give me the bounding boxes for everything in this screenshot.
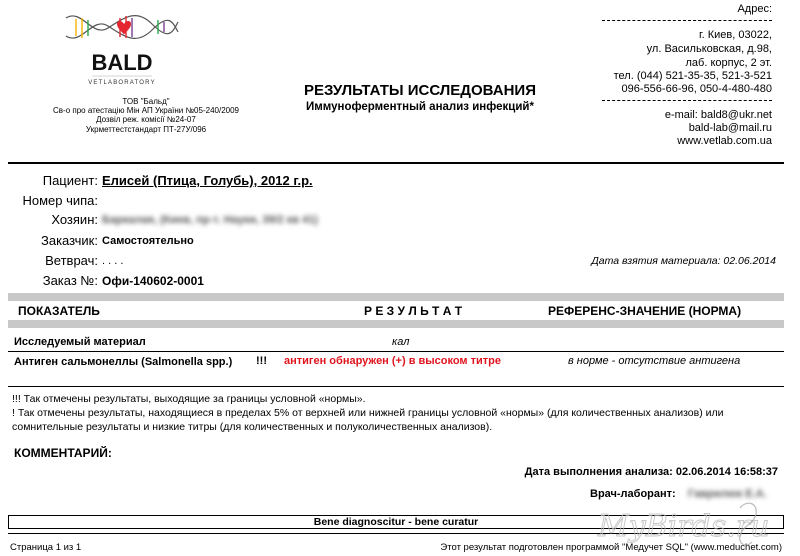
motto-text: Bene diagnoscitur - bene curatur: [313, 516, 479, 528]
table-header-band: [8, 320, 784, 328]
customer-value: Самостоятельно: [102, 235, 194, 247]
contact-website[interactable]: www.vetlab.com.ua: [677, 135, 772, 147]
company-line: ТОВ "Бальд": [122, 97, 170, 106]
address-separator: [602, 100, 772, 101]
owner-value: Баркалая, (Киев, пр-т. Науки, 39/2 кв 41): [102, 214, 318, 226]
watermark-text: MyBirds.ru: [598, 509, 770, 544]
generated-by: Этот результат подготовлен программой "Медучет SQL" (www.meduchet.com): [440, 542, 782, 553]
patient-value: Елисей (Птица, Голубь), 2012 г.р.: [102, 173, 313, 188]
vet-label: Ветврач:: [45, 253, 98, 268]
company-line: Дозвіл реж. комісії №24-07: [96, 115, 196, 124]
row-indicator: Антиген сальмонеллы (Salmonella spp.): [14, 356, 233, 368]
order-value: Офи-140602-0001: [102, 274, 204, 288]
contact-email-alt[interactable]: bald-lab@mail.ru: [688, 122, 772, 134]
logo-subtext: VETLABORATORY: [88, 80, 156, 86]
address-line: ул. Васильковская, д.98,: [646, 43, 772, 55]
address-line: тел. (044) 521-35-35, 521-3-521: [613, 70, 772, 82]
note-critical: !!! Так отмечены результаты, выходящие за границы условной «нормы».: [12, 393, 366, 405]
patient-label: Пациент:: [42, 173, 98, 188]
company-line: Укрметтестстандарт ПТ-27У/096: [85, 125, 207, 134]
note-borderline: ! Так отмечены результаты, находящиеся в пределах 5% от верхней или нижней границы условной «нормы» (для количественных анализов) или сомнительные результаты и низкие титры (для количественных и полуколичественных анализов).: [12, 407, 724, 433]
row-reference: в норме - отсутствие антигена: [568, 355, 741, 367]
report-title: РЕЗУЛЬТАТЫ ИССЛЕДОВАНИЯ: [304, 82, 536, 99]
contact-email[interactable]: e-mail: bald8@ukr.net: [664, 109, 772, 121]
lab-doctor-value: Гаврилюк Е.А.: [688, 488, 767, 500]
row-indicator: Исследуемый материал: [14, 336, 146, 348]
vet-value: . . . .: [102, 255, 124, 267]
completion-date: Дата выполнения анализа: 02.06.2014 16:58:37: [524, 466, 778, 478]
row-flag: !!!: [256, 355, 267, 367]
address-separator: [602, 20, 772, 21]
row-result: кал: [392, 336, 410, 348]
company-line: Св-о про атестацію Мін АП України №05-240/2009: [53, 106, 239, 115]
address-line: 096-556-66-96, 050-4-480-480: [621, 83, 772, 95]
comments-title: КОММЕНТАРИЙ:: [14, 446, 112, 460]
report-subtitle: Иммуноферментный анализ инфекций*: [306, 101, 534, 113]
lab-doctor-label: Врач-лаборант:: [590, 488, 676, 500]
sample-date: Дата взятия материала: 02.06.2014: [591, 255, 776, 267]
row-divider: [8, 386, 784, 387]
address-label: Адрес:: [737, 3, 772, 15]
owner-label: Хозяин:: [51, 212, 98, 227]
watermark-logo: [590, 496, 790, 556]
col-header-indicator: ПОКАЗАТЕЛЬ: [18, 304, 100, 318]
chip-label: Номер чипа:: [22, 193, 98, 208]
order-label: Заказ №:: [42, 273, 98, 288]
table-top-band: [8, 293, 784, 301]
row-result-alert: антиген обнаружен (+) в высоком титре: [284, 355, 502, 367]
header-divider: [8, 162, 784, 164]
address-line: лаб. корпус, 2 эт.: [685, 57, 772, 69]
customer-label: Заказчик:: [40, 233, 98, 248]
address-line: г. Киев, 03022,: [698, 29, 772, 41]
col-header-reference: РЕФЕРЕНС-ЗНАЧЕНИЕ (НОРМА): [548, 304, 742, 318]
col-header-result: Р Е З У Л Ь Т А Т: [364, 304, 463, 318]
logo-text: BALD: [91, 50, 153, 75]
bald-logo: [62, 10, 182, 96]
notes: [12, 392, 772, 434]
row-divider: [8, 351, 784, 352]
page-number: Страница 1 из 1: [10, 542, 82, 553]
